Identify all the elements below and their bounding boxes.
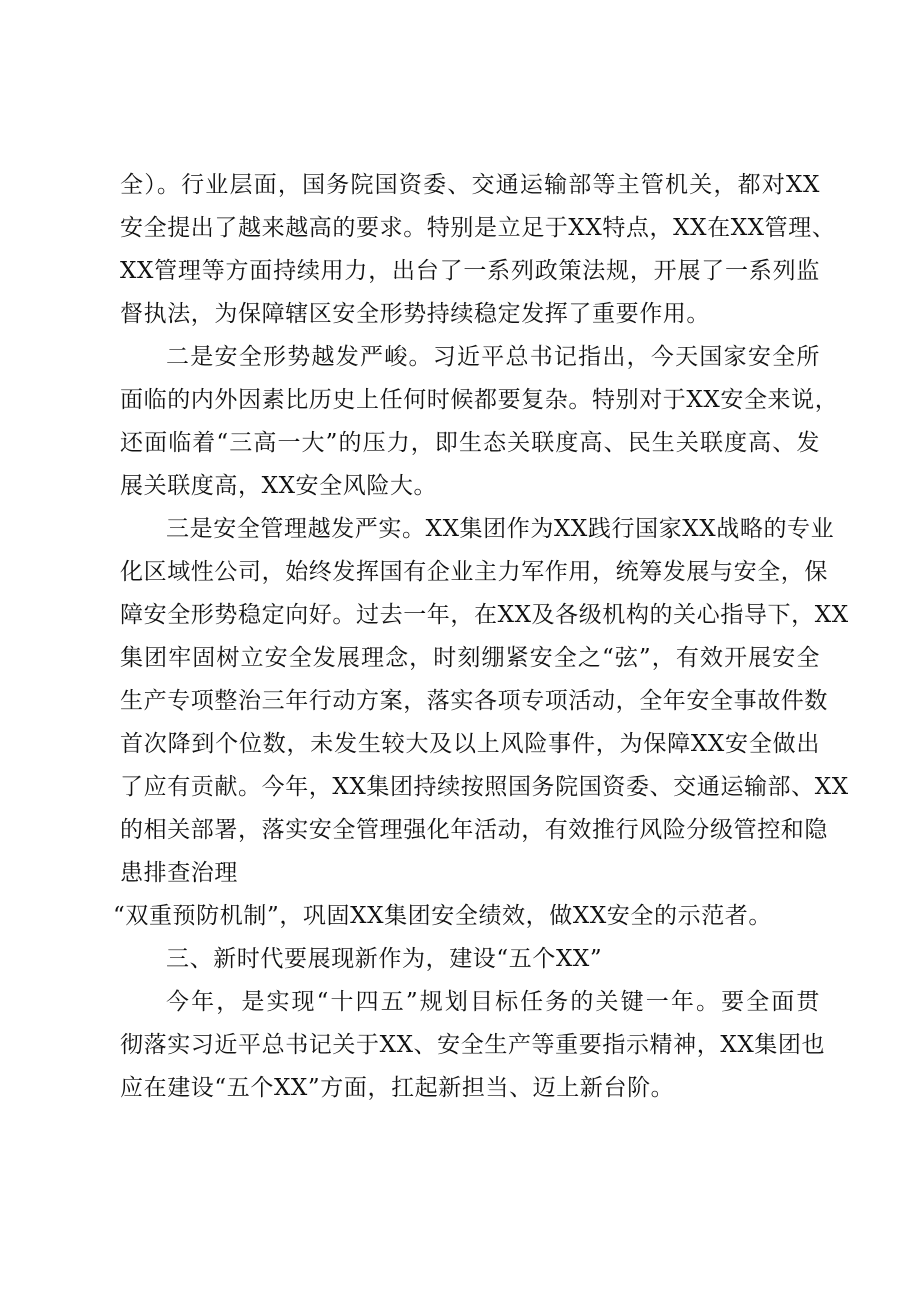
- text-line: 督执法，为保障辖区安全形势持续稳定发挥了重要作用。: [120, 301, 710, 327]
- text-line: 集团牢固树立安全发展理念，时刻绷紧安全之“弦”，有效开展安全: [120, 645, 820, 671]
- section-heading: 三、新时代要展现新作为，建设“五个XX”: [166, 946, 603, 972]
- text-line: 化区域性公司，始终发挥国有企业主力军作用，统筹发展与安全，保: [120, 559, 828, 585]
- text-line: 展关联度高，XX安全风险大。: [120, 473, 438, 499]
- text-line: 面临的内外因素比历史上任何时候都要复杂。特别对于XX安全来说，: [120, 387, 839, 413]
- text-line: 安全提出了越来越高的要求。特别是立足于XX特点，XX在XX管理、: [120, 215, 836, 241]
- paragraph-first-line: 今年，是实现“十四五”规划目标任务的关键一年。要全面贯: [166, 989, 820, 1015]
- text-line: 首次降到个位数，未发生较大及以上风险事件，为保障XX安全做出: [120, 731, 820, 757]
- text-line: 生产专项整治三年行动方案，落实各项专项活动，全年安全事故件数: [120, 688, 828, 714]
- text-line: XX管理等方面持续用力，出台了一系列政策法规，开展了一系列监: [120, 258, 820, 284]
- text-line: 的相关部署，落实安全管理强化年活动，有效推行风险分级管控和隐: [120, 817, 828, 843]
- text-line: 还面临着“三高一大”的压力，即生态关联度高、民生关联度高、发: [120, 430, 820, 456]
- text-line: 障安全形势稳定向好。过去一年，在XX及各级机构的关心指导下，XX: [120, 602, 849, 628]
- text-line: 应在建设“五个XX”方面，扛起新担当、迈上新台阶。: [120, 1075, 675, 1101]
- paragraph-first-line: 三是安全管理越发严实。XX集团作为XX践行国家XX战略的专业: [166, 516, 835, 542]
- paragraph-first-line: 二是安全形势越发严峻。习近平总书记指出，今天国家安全所: [166, 344, 820, 370]
- text-line: 彻落实习近平总书记关于XX、安全生产等重要指示精神，ⅩX集团也: [120, 1032, 826, 1058]
- text-line: 患排查治理: [120, 860, 238, 886]
- text-line: “双重预防机制”，巩固XX集团安全绩效，做XX安全的示范者。: [113, 903, 773, 929]
- text-line: 全）。行业层面，国务院国资委、交通运输部等主管机关，都对XX: [120, 172, 820, 198]
- text-line: 了应有贡献。今年，XX集团持续按照国务院国资委、交通运输部、XX: [120, 774, 849, 800]
